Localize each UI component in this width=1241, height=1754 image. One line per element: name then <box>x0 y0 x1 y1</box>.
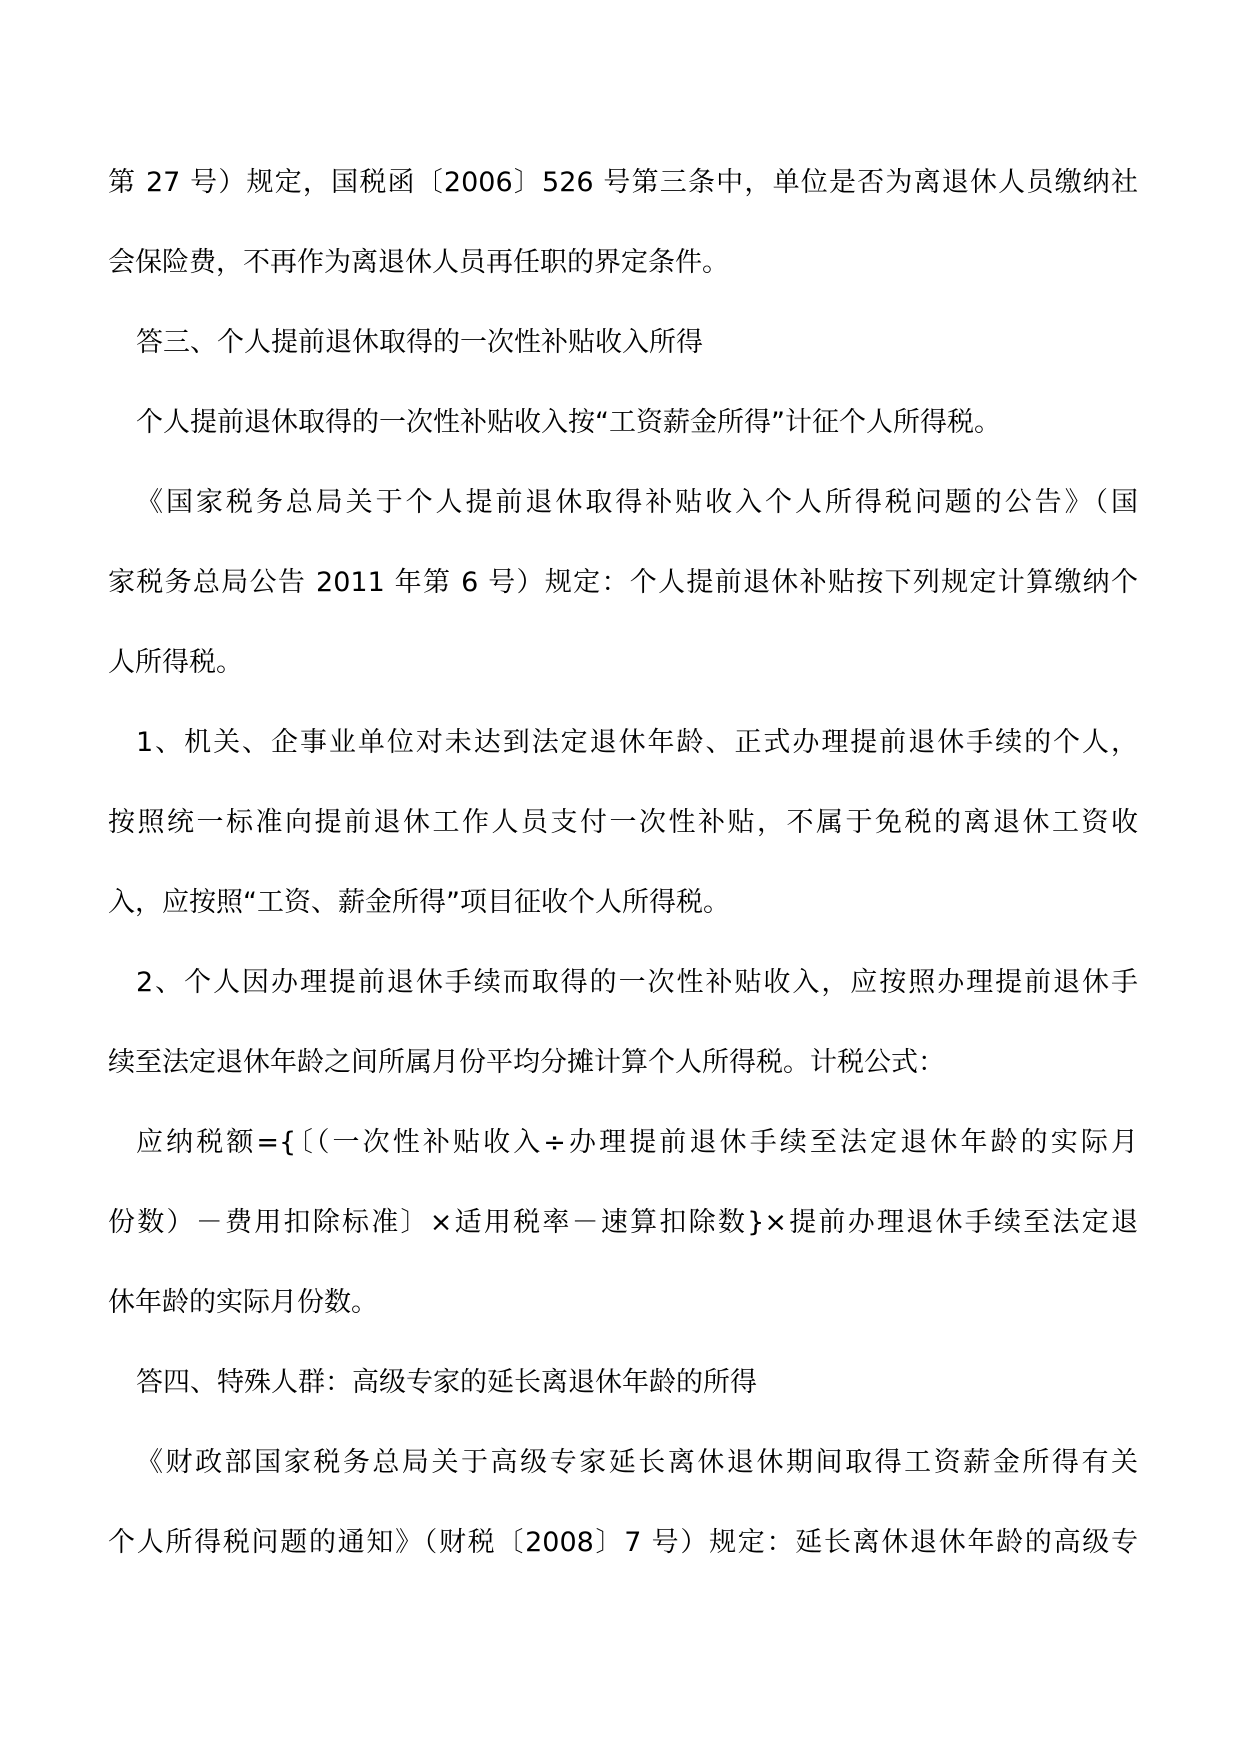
paragraph-line: 《国家税务总局关于个人提前退休取得补贴收入个人所得税问题的公告》（国 <box>136 487 1138 518</box>
paragraph-line: 按照统一标准向提前退休工作人员支付一次性补贴，不属于免税的离退休工资收 <box>108 807 1138 838</box>
section-heading: 答四、特殊人群：高级专家的延长离退休年龄的所得 <box>136 1367 757 1398</box>
paragraph-line: 个人所得税问题的通知》（财税〔2008〕7 号）规定：延长离休退休年龄的高级专 <box>108 1527 1138 1558</box>
formula-line: 休年龄的实际月份数。 <box>108 1287 378 1318</box>
paragraph-line: 入，应按照“工资、薪金所得”项目征收个人所得税。 <box>108 887 730 918</box>
paragraph-line: 续至法定退休年龄之间所属月份平均分摊计算个人所得税。计税公式： <box>108 1047 945 1078</box>
formula-line: 份数）－费用扣除标准〕×适用税率－速算扣除数}×提前办理退休手续至法定退 <box>108 1207 1138 1238</box>
formula-line: 应纳税额={〔（一次性补贴收入÷办理提前退休手续至法定退休年龄的实际月 <box>136 1127 1138 1158</box>
paragraph-line: 会保险费，不再作为离退休人员再任职的界定条件。 <box>108 247 729 278</box>
paragraph-line: 2、个人因办理提前退休手续而取得的一次性补贴收入，应按照办理提前退休手 <box>136 967 1138 998</box>
paragraph-line: 家税务总局公告 2011 年第 6 号）规定：个人提前退休补贴按下列规定计算缴纳个 <box>108 567 1138 598</box>
section-heading: 答三、个人提前退休取得的一次性补贴收入所得 <box>136 327 703 358</box>
paragraph-line: 《财政部国家税务总局关于高级专家延长离休退休期间取得工资薪金所得有关 <box>136 1447 1138 1478</box>
document-page <box>108 165 1138 1605</box>
paragraph-line: 人所得税。 <box>108 647 243 678</box>
paragraph-line: 第 27 号）规定，国税函〔2006〕526 号第三条中，单位是否为离退休人员缴纳社 <box>108 167 1138 198</box>
paragraph-line: 1、机关、企事业单位对未达到法定退休年龄、正式办理提前退休手续的个人， <box>136 727 1138 758</box>
paragraph-line: 个人提前退休取得的一次性补贴收入按“工资薪金所得”计征个人所得税。 <box>136 407 1001 438</box>
